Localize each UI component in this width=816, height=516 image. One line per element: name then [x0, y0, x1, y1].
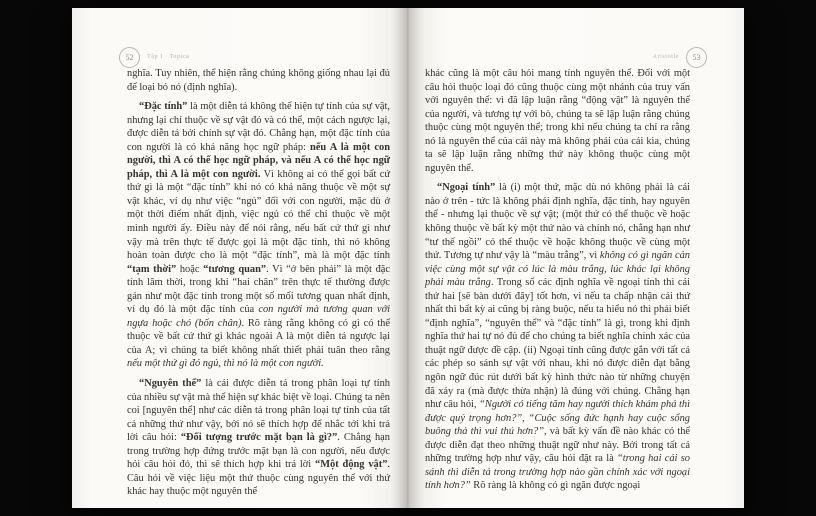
left-page-header: [119, 45, 189, 69]
book-spread: [72, 8, 744, 508]
paragraph: khác cũng là một câu hỏi mang tính nguyên thể. Đối với một câu hỏi thuộc loại đó cũng thuộc cùng một nhánh của truy vấn với nguyên thể: vì đã lập luận rằng “động vật” là nguyên thể của người, và tương tự với bò, chúng ta sẽ lập luận rằng chúng thuộc cùng một nguyên thể; trong khi nếu chúng ta chỉ ra rằng nó là nguyên thể của cái này mà không phải của cái kia, chúng ta sẽ lập luận rằng những thứ này không thuộc cùng một nguyên thể.: [425, 68, 690, 174]
left-page-number: 52: [125, 52, 134, 62]
paragraph: nghĩa. Tuy nhiên, thể hiện rằng chúng không giống nhau lại đủ để loại bỏ nó (định nghĩa).: [127, 68, 390, 93]
paragraph: “Nguyên thể” là cái được diễn tả trong phân loại tự tính của nhiều sự vật mà thể hiện sự khác biệt về loại. Chúng ta nên coi [nguyên thể] như các diễn tả trong phân loại tự tính của tất cả những thứ như vậy, bởi nó sẽ thích hợp để nhắc tới khi trả lời câu hỏi: “Đối tượng trước mặt bạn là gì?”. Chẳng hạn trong trường hợp đứng trước mặt bạn là con người, nếu được hỏi câu hỏi đó, thì sẽ thích hợp khi trả lời “Một động vật”. Câu hỏi về việc liệu một thứ thuộc cùng nguyên thể với thứ khác hay thuộc một nguyên thể: [127, 378, 390, 498]
left-page-text: [127, 67, 390, 505]
right-running-title: Aristotle: [652, 54, 679, 60]
paragraph: “Đặc tính” là một diễn tả không thể hiện tự tính của sự vật, nhưng lại chỉ thuộc về sự vật đó và có thể, một cách ngược lại, được diễn tả bởi chính sự vật đó. Chẳng hạn, một đặc tính của con người là có khả năng học ngữ pháp: nếu A là một con người, thì A có thể học ngữ pháp, và nếu A có thể học ngữ pháp, thì A là một con người. Vì không ai có thể gọi bất cứ thứ gì là một “đặc tính” khi nó có khả năng thuộc về một sự vật khác, ví dụ như việc “ngủ” đối với con người, mặc dù ở một thời điểm nhất định, việc ngủ có thể chỉ thuộc về một mình người ấy. Điều này để nói rằng, nếu bất cứ thứ gì như vậy mà trên thực tế được gọi là một đặc tính, thì nó không hoàn toàn được cho là một “đặc tính”, mà là một đặc tính “tạm thời” hoặc “tương quan”. Vì “ở bên phải” là một đặc tính lâm thời, trong khi “hai chân” trên thực tế thường được gán như một đặc tính trong một số mối tương quan nhất định, ví dụ đó là một đặc tính của con người mà tương quan với ngựa hoặc chó (bốn chân). Rõ ràng rằng không có gì có thể thuộc về bất cứ thứ gì khác ngoài A là một diễn tả ngược lại của A; vì chúng ta biết không nhất thiết phải tuân theo rằng nếu một thứ gì đó ngủ, thì nó là một con người.: [127, 101, 391, 370]
right-page-number-badge: [686, 47, 707, 68]
right-page: [408, 8, 744, 508]
right-page-text: [425, 67, 690, 499]
left-page: [72, 8, 408, 508]
left-page-number-badge: [119, 47, 140, 68]
left-running-title: Tập I · Topica: [147, 54, 190, 60]
right-page-number: 53: [692, 52, 701, 62]
right-page-header: [653, 45, 707, 69]
paragraph: “Ngoại tính” là (i) một thứ, mặc dù nó không phải là cái nào ở trên - tức là không phải định nghĩa, đặc tính, hay nguyên thể - nhưng lại thuộc về sự vật; (một thứ có thể thuộc về hoặc không thuộc về bất kỳ một thứ nào và chính nó, chẳng hạn như “tư thế ngồi” có thể thuộc về hoặc không thuộc về cùng một thứ. Tương tự như vậy là “màu trắng”, vì không có gì ngăn cản việc cùng một sự vật có lúc là màu trắng, lúc khác lại không phải màu trắng. Trong số các định nghĩa về ngoại tính thì cái thứ hai [sẽ bàn dưới đây] tốt hơn, vì nếu ta chấp nhận cái thứ nhất thì bất kỳ ai cũng bị ràng buộc, nếu ta hiểu nó thì phải biết “định nghĩa”, “nguyên thể” và “đặc tính” là gì, trong khi định nghĩa thứ hai tự nó đủ để cho chúng ta biết nghĩa chính xác của thuật ngữ được đề cập. (ii) Ngoại tính cũng được gắn với tất cả các phép so sánh sự vật với nhau, khi nó được diễn đạt bằng ngôn ngữ đúc rút dưới bất kỳ hình thức nào từ những chuyện đã xảy ra (mà được thừa nhận) là đúng với chúng. Chẳng hạn như câu hỏi, “Người có tiếng tăm hay người thích khám phá thì được quý trọng hơn?”, “Cuộc sống đức hạnh hay cuộc sống buông thả thì vui thú hơn?”, và bất kỳ vấn đề nào khác có thể được diễn đạt theo những thuật ngữ như này. Bởi trong tất cả những trường hợp như vậy, câu hỏi đặt ra là “trong hai cái so sánh thì diễn tả trong trường hợp nào gần chính xác với ngoại tính hơn?” Rõ ràng là không có gì ngăn được ngoại: [425, 182, 691, 492]
